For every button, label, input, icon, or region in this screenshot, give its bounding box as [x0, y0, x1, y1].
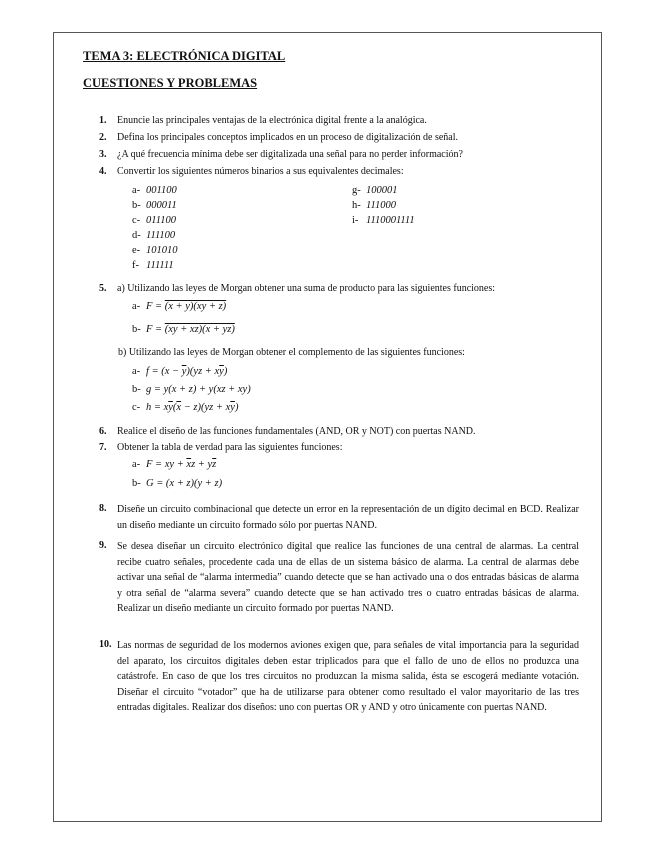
binary-item: f- 111111	[132, 260, 174, 271]
binary-item: e- 101010	[132, 245, 178, 256]
question-text: Las normas de seguridad de los modernos aviones exigen que, para señales de vital importancia para la seguridad del aparato, los circuitos digitales deben estar triplicados para que el fallo de uno de ellos no produzca una catástrofe. En caso de que los tres circuitos no produzcan la misma salida, ésta se escogerá mediante votación. Diseñar el circuito “votador” que ha de utilizarse para obtener como resultado el valor mayoritario de las tres entradas digitales. Realizar dos diseños: uno con puertas OR y AND y otro únicamente con puertas NAND.	[117, 640, 579, 713]
equation-5b-a: a- $f = (x - \overline{y})(yz + x\overline{y})$	[132, 366, 228, 377]
question-text: Se desea diseñar un circuito electrónico digital que realice las funciones de una central de alarmas. La central recibe cuatro señales, procedente cada una de ellas de un sistema básico de alarma. La central de alarmas debe activar una señal de “alarma intermedia” cuando detecte que se han activado una o dos entradas básicas de alarma y otra señal de “alarma severa” cuando detecte que se han activado tres o cuatro entradas básicas de alarma. Realizar un diseño mediante un circuito formado por puertas NAND.	[117, 541, 579, 614]
binary-item: d- 111100	[132, 230, 176, 241]
equation-5b-b: b- g = y(x + z) + y(xz + xy)	[132, 384, 251, 395]
binary-item: g- 100001	[352, 185, 398, 196]
question-text: Diseñe un circuito combinacional que detecte un error en la representación de un dígito decimal en BCD. Realizar un diseño mediante un circuito formado sólo por puertas NAND.	[117, 504, 579, 531]
question-text: Convertir los siguientes números binarios a sus equivalentes decimales:	[117, 166, 404, 177]
equation-7a: a- F = xy + $\overline{x}z + y\overline{z}$	[132, 459, 217, 470]
question-number: 4.	[99, 166, 107, 177]
binary-item: h- 111000	[352, 200, 396, 211]
page-title: TEMA 3: ELECTRÓNICA DIGITAL	[83, 49, 286, 63]
question-text: Defina los principales conceptos implicados en un proceso de digitalización de señal.	[117, 132, 459, 143]
question-text: Enuncie las principales ventajas de la electrónica digital frente a la analógica.	[117, 115, 427, 126]
question-5b-text: b) Utilizando las leyes de Morgan obtener el complemento de las siguientes funciones:	[118, 347, 465, 358]
binary-item: i- 1110001111	[352, 215, 415, 226]
binary-item: b- 000011	[132, 200, 177, 211]
equation-5b-c: c- $h = x\overline{y}(\overline{x} - z)(yz + x\overline{y})$	[132, 402, 239, 413]
binary-item: a- 001100	[132, 185, 177, 196]
question-number: 1.	[99, 115, 107, 126]
question-number: 3.	[99, 149, 107, 160]
question-number: 7.	[99, 442, 107, 453]
question-text: a) Utilizando las leyes de Morgan obtener una suma de producto para las siguientes funciones:	[117, 283, 496, 294]
question-number: 9.	[99, 540, 107, 551]
equation-5a-a: a- F = (x + y)(xy + z)	[132, 301, 227, 312]
page-subtitle: CUESTIONES Y PROBLEMAS	[83, 76, 258, 90]
question-number: 2.	[99, 132, 107, 143]
question-text: Realice el diseño de las funciones fundamentales (AND, OR y NOT) con puertas NAND.	[117, 426, 476, 437]
question-text: Obtener la tabla de verdad para las siguientes funciones:	[117, 442, 343, 453]
question-number: 5.	[99, 283, 107, 294]
equation-7b: b- G = (x + z)(y + z)	[132, 478, 223, 489]
binary-item: c- 011100	[132, 215, 176, 226]
equation-5a-b: b- F = (xy + xz)(x + yz)	[132, 324, 235, 335]
question-text: ¿A qué frecuencia mínima debe ser digitalizada una señal para no perder información?	[117, 149, 463, 160]
question-number: 8.	[99, 503, 107, 514]
question-number: 10.	[99, 639, 112, 650]
question-number: 6.	[99, 426, 107, 437]
